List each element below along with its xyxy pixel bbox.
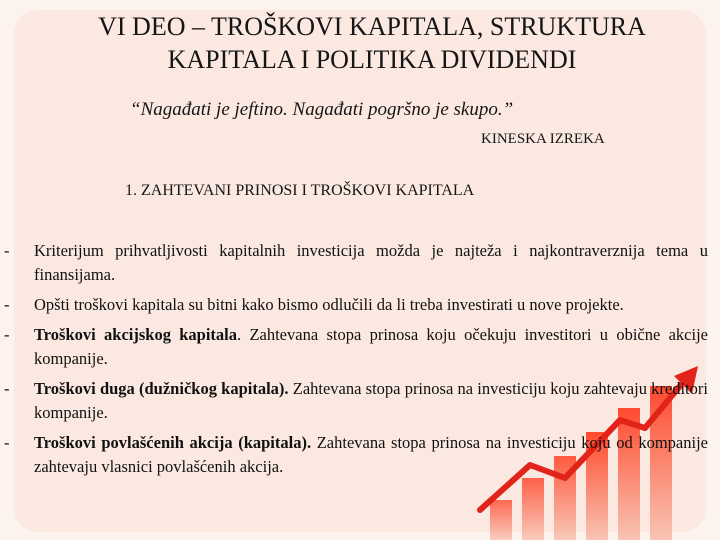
quote-text: “Nagađati je jeftino. Nagađati pogršno je skupo.” bbox=[130, 99, 514, 120]
bullet-text: Kriterijum prihvatljivosti kapitalnih investicija možda je najteža i najkontraverznija tema u finansijama. bbox=[34, 241, 708, 284]
bullet-item bbox=[0, 377, 708, 425]
bullet-marker: - bbox=[4, 379, 10, 398]
slide-title bbox=[0, 10, 720, 76]
bullet-item bbox=[0, 323, 708, 371]
bullet-marker: - bbox=[4, 295, 10, 314]
section-heading: 1. ZAHTEVANI PRINOSI I TROŠKOVI KAPITALA bbox=[125, 182, 475, 199]
bullet-bold-text: Troškovi akcijskog kapitala bbox=[34, 325, 238, 344]
title-line-2: KAPITALA I POLITIKA DIVIDENDI bbox=[167, 45, 577, 74]
bullet-item bbox=[0, 431, 708, 479]
bullet-bold-text: Troškovi povlašćenih akcija (kapitala). bbox=[34, 433, 312, 452]
bullet-bold-text: Troškovi duga (dužničkog kapitala). bbox=[34, 379, 289, 398]
bullet-text: Opšti troškovi kapitala su bitni kako bismo odlučili da li treba investirati u nove projekte. bbox=[34, 295, 624, 314]
bullet-marker: - bbox=[4, 241, 10, 260]
bullet-text: . Zahtevana stopa prinosa koju očekuju investitori u obične akcije kompanije. bbox=[34, 325, 708, 368]
bullet-list bbox=[0, 239, 708, 485]
bullet-item bbox=[0, 239, 708, 287]
title-line-1: VI DEO – TROŠKOVI KAPITALA, STRUKTURA bbox=[98, 12, 646, 41]
bullet-text: Zahtevana stopa prinosa na investiciju koju zahtevaju kreditori kompanije. bbox=[34, 379, 708, 422]
deco-bar-2 bbox=[522, 478, 544, 540]
bullet-marker: - bbox=[4, 325, 10, 344]
bullet-item bbox=[0, 293, 708, 317]
quote-source: KINESKA IZREKA bbox=[481, 131, 605, 147]
bullet-marker: - bbox=[4, 433, 10, 452]
bullet-text: Zahtevana stopa prinosa na investiciju koju od kompanije zahtevaju vlasnici povlašćenih akcija. bbox=[34, 433, 708, 476]
deco-bar-1 bbox=[490, 500, 512, 540]
